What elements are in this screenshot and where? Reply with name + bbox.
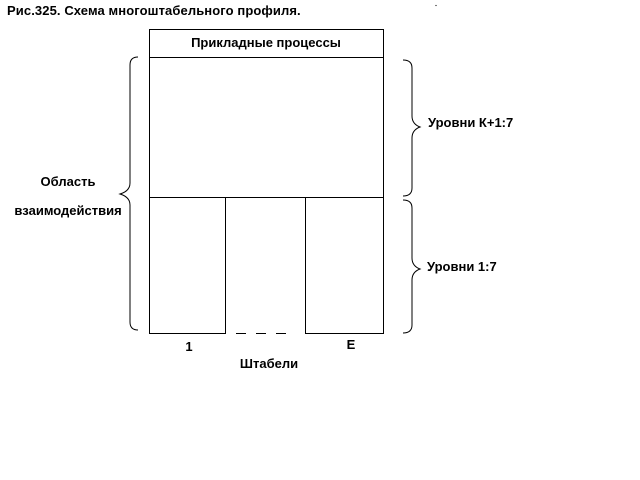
stack-last-box [306,198,384,334]
stack-first-box [150,198,226,334]
stacks-caption: Штабели [239,356,299,371]
upper-levels-brace [403,60,420,196]
applied-processes-label: Прикладные процессы [191,35,341,50]
lower-levels-label: Уровни 1:7 [427,259,497,274]
stack-last-label: Е [346,337,356,352]
upper-levels-box [150,58,384,198]
lower-levels-brace [403,200,420,333]
stray-dot [435,5,436,6]
interaction-area-brace [120,57,138,330]
upper-levels-label: Уровни К+1:7 [428,115,514,130]
interaction-area-label-line1: Область [40,174,96,189]
stack-first-label: 1 [185,339,193,354]
figure-caption: Рис.325. Схема многоштабельного профиля. [7,3,301,18]
interaction-area-label-line2: взаимодействия [14,203,122,218]
